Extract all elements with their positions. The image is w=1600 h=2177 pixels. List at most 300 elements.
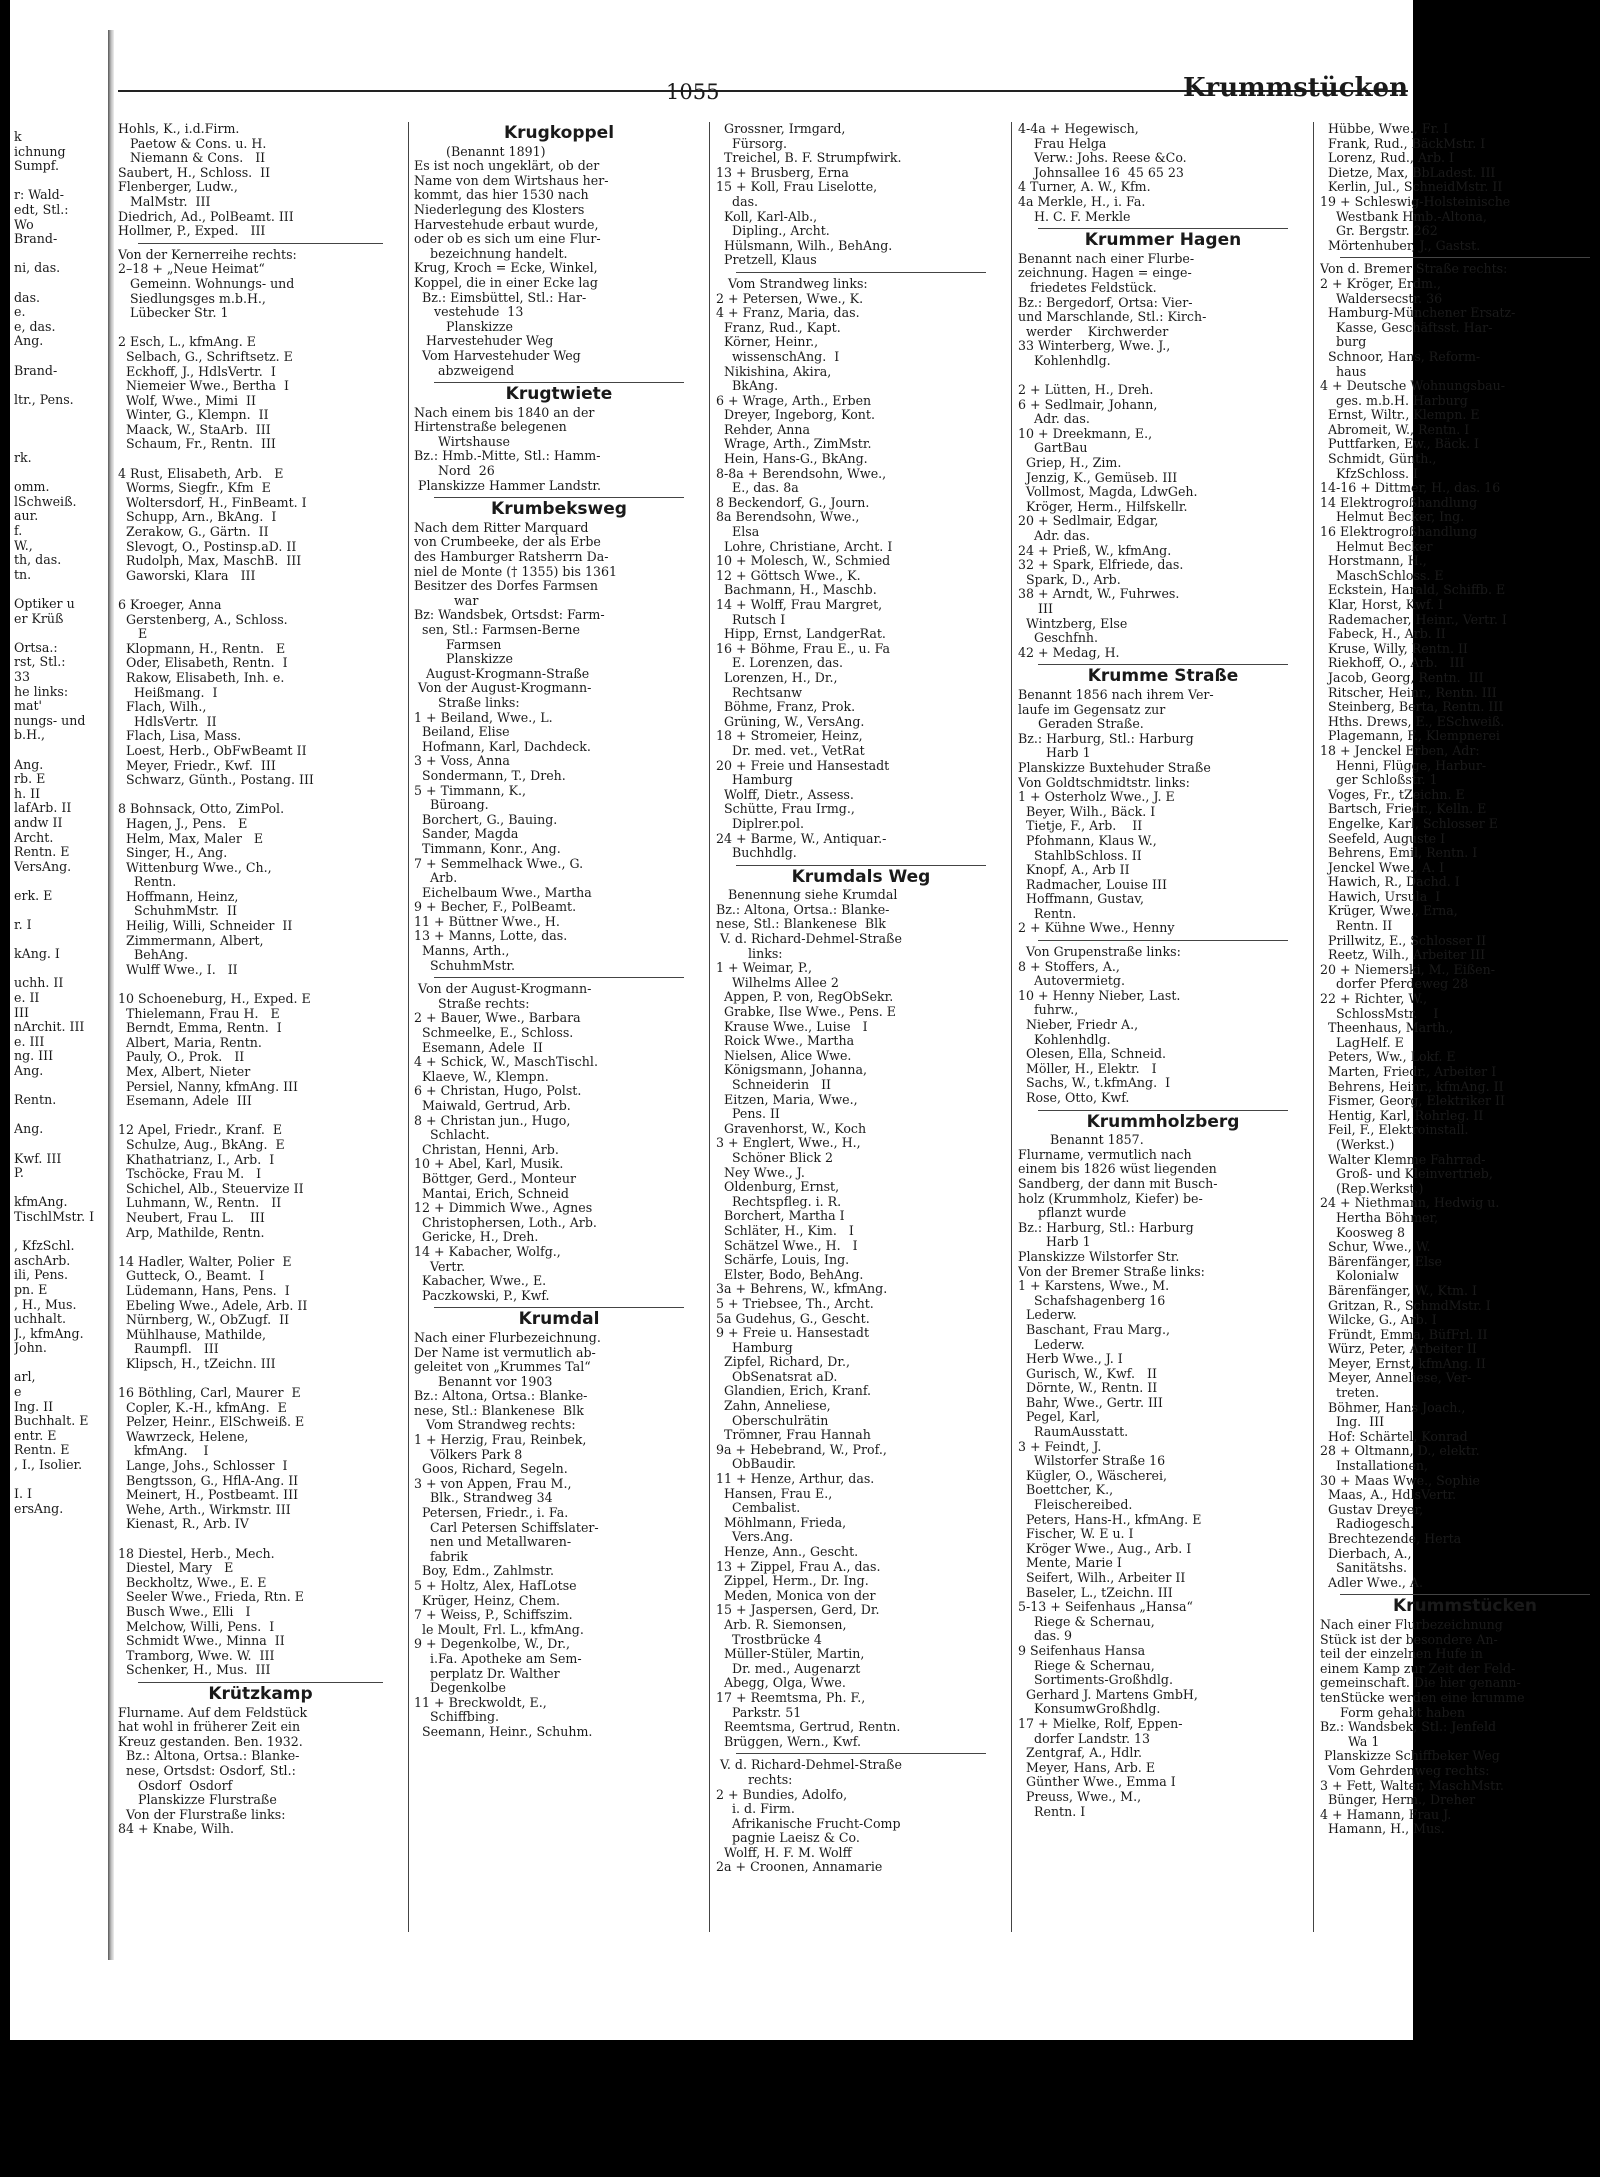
directory-entry: Oldenburg, Ernst,: [716, 1179, 840, 1195]
directory-entry: 9 Seifenhaus Hansa: [1018, 1642, 1146, 1658]
fragment-line: uchhalt.: [14, 1311, 66, 1327]
directory-entry: Stück ist der besondere An-: [1320, 1631, 1498, 1647]
directory-entry: Beyer, Wilh., Bäck. I: [1018, 803, 1156, 819]
fragment-line: Ang.: [14, 1063, 44, 1078]
directory-entry: Blk., Strandweg 34: [414, 1490, 553, 1506]
column-1: [118, 122, 403, 1932]
directory-entry: Böttger, Gerd., Monteur: [414, 1170, 576, 1186]
directory-entry: 13 + Brusberg, Erna: [716, 164, 849, 180]
fragment-line: , I., Isolier.: [14, 1457, 83, 1473]
directory-entry: Abromeit, W., Rentn. I: [1320, 421, 1470, 437]
directory-entry: Eitzen, Maria, Wwe.,: [716, 1091, 858, 1107]
directory-entry: Hofmann, Karl, Dachdeck.: [414, 738, 591, 754]
directory-entry: Dreyer, Ingeborg, Kont.: [716, 407, 875, 423]
directory-entry: Hof: Schärtel, Konrad: [1320, 1428, 1468, 1444]
directory-entry: Rentn.: [1018, 905, 1077, 921]
directory-entry: 1 + Karstens, Wwe., M.: [1018, 1278, 1170, 1294]
directory-entry: Straße rechts:: [414, 995, 530, 1011]
fragment-line: e: [14, 1384, 22, 1400]
directory-entry: Koosweg 8: [1320, 1224, 1406, 1240]
directory-entry: [118, 977, 403, 992]
directory-entry: Wolf, Wwe., Mimi II: [118, 392, 256, 408]
directory-entry: Heißmang. I: [118, 684, 218, 700]
directory-entry: Benennung siehe Krumdal: [716, 887, 898, 903]
directory-entry: KonsumwGroßhdlg.: [1018, 1701, 1161, 1717]
directory-entry: Harb 1: [1018, 1234, 1091, 1250]
directory-entry: ges. m.b.H. Harburg: [1320, 392, 1468, 408]
directory-entry: 2 Esch, L., kfmAng. E: [118, 334, 256, 350]
directory-entry: Diedrich, Ad., PolBeamt. III: [118, 208, 294, 224]
directory-entry: Singer, H., Ang.: [118, 845, 228, 861]
directory-entry: Krug, Kroch = Ecke, Winkel,: [414, 260, 598, 276]
directory-entry: Sachs, W., t.kfmAng. I: [1018, 1075, 1171, 1091]
directory-entry: Pelzer, Heinr., ElSchweiß. E: [118, 1414, 305, 1430]
directory-entry: Melchow, Willi, Pens. I: [118, 1618, 275, 1634]
directory-entry: Hamann, H., Mus.: [1320, 1821, 1445, 1837]
directory-entry: RaumAusstatt.: [1018, 1424, 1129, 1440]
directory-entry: 1 + Weimar, P.,: [716, 960, 812, 976]
fragment-line: [14, 466, 110, 481]
fragment-line: kfmAng.: [14, 1194, 68, 1210]
fragment-line: omm.: [14, 479, 50, 495]
directory-entry: Peters, Ww., Lokf. E: [1320, 1049, 1456, 1065]
directory-entry: 8a Berendsohn, Wwe.,: [716, 509, 860, 525]
street-heading: Krummholzberg: [1086, 1111, 1240, 1132]
directory-entry: Rehder, Anna: [716, 421, 811, 437]
directory-entry: 3 + Fett, Walter, MaschMstr.: [1320, 1777, 1504, 1793]
directory-entry: 33 Winterberg, Wwe. J.,: [1018, 338, 1171, 354]
directory-entry: 5 + Holtz, Alex, HafLotse: [414, 1578, 577, 1593]
directory-entry: Henni, Flügge, Harbur-: [1320, 757, 1487, 773]
directory-entry: 4 Rust, Elisabeth, Arb. E: [118, 465, 284, 481]
directory-entry: i. d. Firm.: [716, 1801, 795, 1817]
directory-entry: Wirtshause: [414, 433, 510, 449]
directory-entry: Möller, H., Elektr. I: [1018, 1060, 1157, 1076]
directory-entry: Rentn. II: [1320, 918, 1393, 934]
directory-entry: Benannt 1857.: [1018, 1132, 1144, 1148]
directory-entry: Mühlhause, Mathilde,: [118, 1326, 266, 1342]
directory-entry: Maiwald, Gertrud, Arb.: [414, 1098, 571, 1113]
directory-entry: Niemeier Wwe., Bertha I: [118, 378, 289, 394]
directory-entry: 2a + Croonen, Annamarie: [716, 1859, 883, 1875]
directory-entry: Trömner, Frau Hannah: [716, 1427, 871, 1443]
directory-entry: Fürsorg.: [716, 135, 788, 151]
fragment-line: [14, 933, 110, 948]
directory-entry: Buchhdlg.: [716, 845, 797, 861]
fragment-line: kAng. I: [14, 946, 60, 962]
fragment-line: ersAng.: [14, 1500, 64, 1516]
directory-entry: Maack, W., StaArb. III: [118, 421, 271, 437]
directory-entry: Voges, Fr., tZeichn. E: [1320, 786, 1465, 802]
directory-entry: Ernst, Wiltr., Klempn. E: [1320, 407, 1480, 423]
fragment-line: J., kfmAng.: [14, 1325, 84, 1341]
directory-entry: Eckstein, Harald, Schiffb. E: [1320, 582, 1506, 598]
directory-entry: 9a + Hebebrand, W., Prof.,: [716, 1441, 887, 1457]
fragment-line: [14, 582, 110, 597]
directory-entry: Kreuz gestanden. Ben. 1932.: [118, 1733, 303, 1749]
fragment-line: III: [14, 1004, 29, 1020]
directory-entry: 12 + Göttsch Wwe., K.: [716, 567, 861, 583]
directory-entry: Bz.: Wandsbek, Stl.: Jenfeld: [1320, 1719, 1497, 1735]
directory-entry: Arb. R. Siemonsen,: [716, 1616, 847, 1632]
directory-entry: Bz.: Bergedorf, Ortsa: Vier-: [1018, 294, 1193, 310]
directory-entry: Von der August-Krogmann-: [414, 680, 592, 696]
directory-entry: Gurisch, W., Kwf. II: [1018, 1365, 1157, 1381]
directory-entry: 11 + Breckwoldt, E.,: [414, 1694, 547, 1710]
directory-entry: Gericke, H., Dreh.: [414, 1229, 539, 1245]
directory-entry: nese, Ortsdst: Osdorf, Stl.:: [118, 1762, 296, 1778]
directory-entry: 42 + Medag, H.: [1018, 644, 1120, 660]
directory-entry: geleitet von „Krummes Tal“: [414, 1359, 591, 1375]
directory-entry: 17 + Mielke, Rolf, Eppen-: [1018, 1715, 1183, 1731]
directory-entry: 3 + von Appen, Frau M.,: [414, 1475, 572, 1491]
directory-entry: Diestel, Mary E: [118, 1560, 234, 1576]
directory-entry: Dietze, Max, BbLadest. III: [1320, 164, 1496, 180]
fragment-line: Rentn. E: [14, 1442, 70, 1458]
fragment-line: Ang.: [14, 756, 44, 772]
fragment-line: lafArb. II: [14, 800, 72, 816]
directory-entry: Siedlungsges m.b.H.,: [118, 290, 266, 306]
directory-entry: Hagen, J., Pens. E: [118, 815, 248, 831]
directory-entry: Pfohmann, Klaus W.,: [1018, 832, 1157, 848]
directory-entry: Schmidt, Günth.,: [1320, 451, 1437, 467]
directory-entry: haus: [1320, 363, 1367, 379]
directory-entry: Zerakow, G., Gärtn. II: [118, 524, 269, 540]
directory-entry: Berndt, Emma, Rentn. I: [118, 1020, 282, 1036]
section-separator: [1340, 1594, 1590, 1595]
fragment-line: r: Wald-: [14, 187, 64, 203]
fragment-line: tn.: [14, 566, 32, 582]
directory-entry: Schöner Blick 2: [716, 1149, 833, 1165]
fragment-line: ltr., Pens.: [14, 391, 74, 407]
directory-entry: 8 + Stoffers, A.,: [1018, 958, 1120, 974]
directory-entry: Manns, Arth.,: [414, 943, 510, 959]
directory-entry: 8-8a + Berendsohn, Wwe.,: [716, 465, 887, 481]
section-separator: [138, 243, 383, 244]
directory-entry: Kröger Wwe., Aug., Arb. I: [1018, 1540, 1192, 1556]
directory-entry: Radiogesch.: [1320, 1516, 1415, 1532]
section-separator: [736, 272, 986, 273]
directory-entry: Slevogt, O., Postinsp.aD. II: [118, 538, 297, 554]
directory-entry: Hülsmann, Wilh., BehAng.: [716, 237, 893, 253]
directory-entry: Seeler Wwe., Frieda, Rtn. E: [118, 1589, 304, 1605]
fragment-line: [14, 1108, 110, 1123]
directory-entry: 6 Kroeger, Anna: [118, 597, 222, 612]
directory-entry: 15 + Jaspersen, Gerd, Dr.: [716, 1602, 880, 1618]
directory-entry: Bz.: Altona, Ortsa.: Blanke-: [414, 1388, 588, 1404]
fragment-line: VersAng.: [14, 858, 72, 874]
section-separator: [736, 865, 986, 866]
directory-entry: Bärenfänger, Else: [1320, 1253, 1442, 1269]
directory-entry: Seemann, Heinr., Schuhm.: [414, 1723, 593, 1739]
directory-entry: [118, 452, 403, 467]
fragment-line: nArchit. III: [14, 1019, 85, 1035]
directory-entry: 5a Gudehus, G., Gescht.: [716, 1310, 870, 1326]
directory-entry: Planskizze Flurstraße: [118, 1792, 277, 1808]
section-separator: [434, 1307, 684, 1308]
directory-entry: 20 + Freie und Hansestadt: [716, 757, 890, 773]
directory-entry: 10 Schoeneburg, H., Exped. E: [118, 991, 311, 1007]
directory-entry: 24 + Prieß, W., kfmAng.: [1018, 542, 1172, 558]
fragment-line: John.: [14, 1340, 47, 1356]
fragment-line: , H., Mus.: [14, 1296, 77, 1312]
fragment-line: f.: [14, 523, 23, 539]
directory-entry: Der Name ist vermutlich ab-: [414, 1344, 596, 1360]
directory-entry: Abegg, Olga, Wwe.: [716, 1675, 846, 1691]
directory-entry: Dierbach, A.,: [1320, 1545, 1412, 1561]
directory-entry: einem Kamp zur Zeit der Feld-: [1320, 1660, 1516, 1676]
fragment-line: e. III: [14, 1033, 45, 1049]
directory-entry: Bartsch, Friedr., Kelln. E: [1320, 801, 1487, 817]
directory-entry: Installationen,: [1320, 1458, 1429, 1474]
directory-entry: Dr. med., Augenarzt: [716, 1660, 861, 1676]
scan-border-left: [0, 0, 10, 2177]
directory-entry: 32 + Spark, Elfriede, das.: [1018, 557, 1184, 573]
directory-entry: Von Grupenstraße links:: [1018, 944, 1181, 960]
directory-entry: Gutteck, O., Beamt. I: [118, 1268, 265, 1284]
directory-entry: fuhrw.,: [1018, 1002, 1079, 1018]
directory-entry: 14 + Wolff, Frau Margret,: [716, 597, 883, 612]
directory-entry: Elster, Bodo, BehAng.: [716, 1266, 864, 1282]
directory-entry: Vom Strandweg rechts:: [414, 1417, 576, 1433]
directory-entry: SchuhmMstr.: [414, 957, 516, 973]
fragment-line: e.: [14, 304, 26, 320]
directory-entry: Spark, D., Arb.: [1018, 571, 1121, 587]
directory-entry: Wa 1: [1320, 1733, 1380, 1749]
directory-entry: Hths. Drews, E., ESchweiß.: [1320, 713, 1505, 729]
directory-entry: Wolff, H. F. M. Wolff: [716, 1844, 852, 1860]
directory-entry: Meyer, Anneliese, Ver-: [1320, 1370, 1472, 1386]
directory-entry: Zippel, Herm., Dr. Ing.: [716, 1573, 869, 1589]
directory-entry: Hawich, R., Dachd. I: [1320, 874, 1460, 890]
directory-entry: Körner, Heinr.,: [716, 334, 819, 350]
directory-entry: Schichel, Alb., Steuervize II: [118, 1180, 304, 1196]
directory-entry: Worms, Siegfr., Kfm E: [118, 480, 271, 496]
fragment-line: [14, 903, 110, 918]
directory-entry: bezeichnung handelt.: [414, 245, 568, 261]
directory-entry: (Rep.Werkst.): [1320, 1180, 1424, 1196]
directory-entry: Schupp, Arn., BkAng. I: [118, 509, 277, 525]
directory-entry: 6 + Wrage, Arth., Erben: [716, 392, 872, 408]
directory-entry: MaschSchloss. E: [1320, 567, 1444, 583]
directory-entry: Hoffmann, Gustav,: [1018, 891, 1145, 907]
directory-entry: Kohlenhdlg.: [1018, 1031, 1111, 1047]
street-heading: Krummer Hagen: [1084, 230, 1242, 251]
directory-entry: 7 + Weiss, P., Schiffszim.: [414, 1607, 573, 1623]
directory-entry: Boettcher, K.,: [1018, 1482, 1114, 1498]
directory-entry: Feil, F., Elektroinstall.: [1320, 1122, 1469, 1138]
directory-entry: Zipfel, Richard, Dr.,: [716, 1354, 851, 1370]
directory-entry: Hirtenstraße belegenen: [414, 419, 567, 435]
directory-entry: E: [118, 626, 148, 642]
directory-entry: 4a Merkle, H., i. Fa.: [1018, 193, 1146, 209]
directory-entry: Günther Wwe., Emma I: [1018, 1774, 1176, 1790]
directory-entry: das.: [716, 193, 759, 209]
fragment-line: Archt.: [14, 829, 54, 845]
directory-entry: 18 + Jenckel Erben, Adr:: [1320, 742, 1480, 758]
fragment-line: edt, Stl.:: [14, 201, 69, 217]
directory-entry: 4 + Hamann, Frau J.: [1320, 1806, 1452, 1822]
directory-entry: Rechtsanw: [716, 684, 803, 700]
directory-entry: Klaeve, W., Klempn.: [414, 1068, 549, 1084]
directory-entry: Meyer, Hans, Arb. E: [1018, 1759, 1156, 1775]
directory-entry: Kruse, Willy, Rentn. II: [1320, 640, 1468, 656]
directory-entry: 4 Turner, A. W., Kfm.: [1018, 179, 1151, 195]
directory-entry: Schur, Wwe., W.: [1320, 1239, 1431, 1255]
directory-entry: Form gehabt haben: [1320, 1704, 1466, 1720]
directory-entry: links:: [716, 945, 783, 961]
directory-entry: 10 + Dreekmann, E.,: [1018, 425, 1153, 441]
directory-entry: Nord 26: [414, 463, 495, 479]
directory-entry: Vom Strandweg links:: [716, 275, 868, 291]
directory-entry: kfmAng. I: [118, 1443, 209, 1459]
directory-entry: [118, 1532, 403, 1547]
fragment-line: [14, 407, 110, 422]
directory-entry: 3 + Englert, Wwe., H.,: [716, 1135, 861, 1151]
directory-entry: Gerhard J. Martens GmbH,: [1018, 1686, 1198, 1702]
page-header: [118, 30, 1408, 104]
directory-entry: Nieber, Friedr A.,: [1018, 1017, 1139, 1033]
fragment-line: k: [14, 130, 22, 144]
directory-entry: Mex, Albert, Nieter: [118, 1064, 251, 1079]
directory-entry: Wrage, Arth., ZimMstr.: [716, 436, 872, 452]
directory-entry: le Moult, Frl. L., kfmAng.: [414, 1621, 584, 1637]
directory-entry: 14 + Kabacher, Wolfg.,: [414, 1243, 561, 1259]
directory-entry: 12 Apel, Friedr., Kranf. E: [118, 1122, 283, 1138]
directory-entry: 16 + Böhme, Frau E., u. Fa: [716, 640, 891, 656]
street-heading: Krumdals Weg: [791, 866, 931, 887]
directory-entry: 24 + Niethmann, Hedwig u.: [1320, 1195, 1500, 1211]
directory-entry: Borchert, G., Bauing.: [414, 811, 558, 827]
directory-entry: Rudolph, Max, MaschB. III: [118, 553, 302, 569]
directory-entry: pagnie Laeisz & Co.: [716, 1830, 860, 1846]
directory-entry: 6 + Christan, Hugo, Polst.: [414, 1083, 582, 1099]
directory-entry: Hamburg-Münchener Ersatz-: [1320, 305, 1516, 321]
directory-entry: Eckhoff, J., HdlsVertr. I: [118, 363, 276, 379]
fragment-line: Brand-: [14, 231, 58, 247]
directory-entry: Ritscher, Heinr., Rentn. III: [1320, 684, 1497, 700]
fragment-line: andw II: [14, 814, 63, 830]
directory-entry: KfzSchloss. I: [1320, 465, 1419, 481]
directory-entry: Wittenburg Wwe., Ch.,: [118, 859, 272, 875]
directory-entry: Sanitätshs.: [1320, 1560, 1407, 1576]
directory-entry: 4 + Schick, W., MaschTischl.: [414, 1054, 598, 1070]
directory-entry: H. C. F. Merkle: [1018, 208, 1131, 224]
directory-entry: Flach, Wilh.,: [118, 699, 207, 715]
directory-entry: Adler Wwe., A.: [1320, 1574, 1423, 1590]
directory-entry: Rakow, Elisabeth, Inh. e.: [118, 669, 285, 685]
directory-entry: 24 + Barme, W., Antiquar.-: [716, 830, 887, 846]
directory-entry: Griep, H., Zim.: [1018, 455, 1122, 471]
directory-entry: 6 + Sedlmair, Johann,: [1018, 396, 1158, 412]
directory-entry: Thielemann, Frau H. E: [118, 1005, 280, 1021]
directory-entry: des Hamburger Ratsherrn Da-: [414, 549, 609, 565]
directory-entry: 16 Böthling, Carl, Maurer E: [118, 1385, 301, 1401]
directory-entry: Lüdemann, Hans, Pens. I: [118, 1282, 290, 1298]
directory-entry: (Benannt 1891): [414, 143, 546, 159]
directory-entry: Name von dem Wirtshaus her-: [414, 172, 609, 188]
directory-entry: Rose, Otto, Kwf.: [1018, 1090, 1130, 1105]
directory-entry: Schaum, Fr., Rentn. III: [118, 436, 276, 452]
directory-entry: Flurname. Auf dem Feldstück: [118, 1704, 308, 1720]
fragment-line: das.: [14, 289, 41, 305]
directory-entry: Vom Gehrdenweg rechts:: [1320, 1762, 1490, 1778]
directory-entry: Hein, Hans-G., BkAng.: [716, 451, 868, 467]
directory-entry: Woltersdorf, H., FinBeamt. I: [118, 494, 307, 510]
directory-entry: LagHelf. E: [1320, 1034, 1404, 1050]
directory-entry: SchuhmMstr. II: [118, 903, 237, 919]
directory-entry: Jenzig, K., Gemüseb. III: [1018, 469, 1178, 485]
street-heading: Krugkoppel: [503, 123, 615, 143]
directory-entry: Würz, Peter, Arbeiter II: [1320, 1341, 1477, 1357]
directory-entry: 2 + Kühne Wwe., Henny: [1018, 920, 1175, 936]
directory-entry: tenStücke werden eine krumme: [1320, 1689, 1525, 1705]
directory-entry: Lorenzen, H., Dr.,: [716, 669, 838, 685]
directory-entry: Reetz, Wilh., Arbeiter III: [1320, 947, 1486, 963]
directory-entry: Christan, Henni, Arb.: [414, 1141, 559, 1157]
directory-entry: Bärenfänger, W., Ktm. I: [1320, 1282, 1477, 1298]
directory-entry: dorfer Landstr. 13: [1018, 1730, 1151, 1746]
directory-entry: wissenschAng. I: [716, 348, 840, 364]
directory-entry: sen, Stl.: Farmsen-Berne: [414, 622, 580, 637]
directory-entry: laufe im Gegensatz zur: [1018, 701, 1166, 717]
directory-entry: Verw.: Johs. Reese &Co.: [1018, 150, 1187, 166]
directory-entry: Seifert, Wilh., Arbeiter II: [1018, 1570, 1186, 1585]
directory-entry: teil der einzelnen Hufe in: [1320, 1646, 1483, 1662]
fragment-line: b.H.,: [14, 727, 46, 743]
directory-entry: Hentig, Karl, Rohrleg. II: [1320, 1107, 1484, 1123]
fragment-line: entr. E: [14, 1427, 57, 1443]
directory-entry: Steinberg, Berta, Rentn. III: [1320, 699, 1504, 715]
directory-entry: 9 + Becher, F., PolBeamt.: [414, 899, 577, 915]
fragment-line: [14, 1225, 110, 1240]
directory-entry: Vers.Ang.: [716, 1529, 794, 1545]
directory-entry: Geschfnh.: [1018, 630, 1099, 646]
directory-entry: Paczkowski, P., Kwf.: [414, 1287, 550, 1303]
directory-entry: 1 + Osterholz Wwe., J. E: [1018, 789, 1175, 805]
directory-entry: Baseler, L., tZeichn. III: [1018, 1584, 1173, 1600]
directory-entry: Parkstr. 51: [716, 1704, 802, 1720]
fragment-line: he links:: [14, 683, 69, 699]
fragment-line: h. II: [14, 785, 41, 801]
directory-entry: Schiffbing.: [414, 1709, 500, 1725]
directory-entry: Hübbe, Wwe., Fr. I: [1320, 122, 1449, 136]
directory-entry: Wilcke, G., Arb. I: [1320, 1312, 1437, 1328]
directory-entry: Rentn.: [118, 874, 177, 890]
directory-entry: Raumpfl. III: [118, 1341, 219, 1357]
directory-entry: Frank, Rud., BäckMstr. I: [1320, 135, 1486, 151]
directory-entry: 5 + Triebsee, Th., Archt.: [716, 1295, 874, 1311]
directory-entry: Helmut Becker: [1320, 538, 1433, 554]
directory-entry: 20 + Sedlmair, Edgar,: [1018, 513, 1159, 529]
directory-entry: Es ist noch ungeklärt, ob der: [414, 158, 600, 174]
directory-entry: Bengtsson, G., HflA-Ang. II: [118, 1472, 299, 1488]
directory-entry: Adr. das.: [1018, 528, 1090, 544]
directory-entry: E. Lorenzen, das.: [716, 655, 843, 671]
directory-entry: und Marschlande, Stl.: Kirch-: [1018, 309, 1207, 325]
directory-entry: Flurname, vermutlich nach: [1018, 1146, 1192, 1162]
directory-entry: Gritzan, R., SchmdMstr. I: [1320, 1297, 1491, 1313]
directory-entry: 28 + Oltmann, D., elektr.: [1320, 1443, 1480, 1459]
column-rule: [1011, 122, 1012, 1932]
directory-entry: Brechtezende, Herta: [1320, 1531, 1462, 1546]
directory-entry: Hollmer, P., Exped. III: [118, 223, 266, 239]
directory-entry: Kienast, R., Arb. IV: [118, 1516, 249, 1532]
directory-entry: Riege & Schernau,: [1018, 1613, 1155, 1629]
directory-entry: war: [414, 592, 479, 608]
directory-entry: 3 + Feindt, J.: [1018, 1438, 1102, 1454]
fragment-line: [14, 378, 110, 393]
